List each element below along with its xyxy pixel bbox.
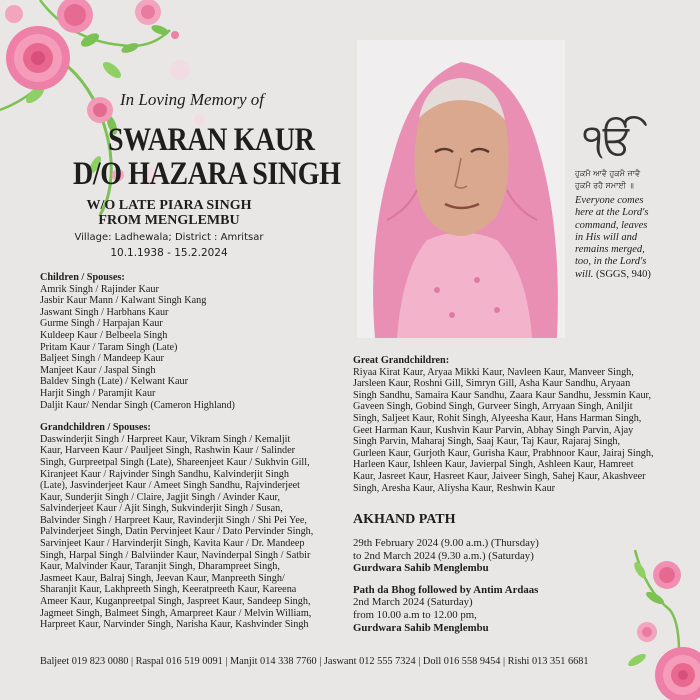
list-item: Amrik Singh / Rajinder Kaur [40, 283, 159, 295]
list-item: Riyaa Kirat Kaur, Aryaa Mikki Kaur, Navleen Kaur, Manveer Singh, [353, 366, 634, 378]
list-item: Gurme Singh / Harpajan Kaur [40, 318, 163, 330]
bhog-heading: Path da Bhog followed by Antim Ardaas [353, 583, 539, 596]
quote-line: here at the Lord's [575, 207, 649, 219]
akhand-path-end: to 2nd March 2024 (9.30 a.m.) (Saturday) [353, 549, 534, 562]
bhog-time: from 10.00 a.m to 12.00 pm, [353, 608, 477, 621]
list-item: Manjeet Kaur / Jaspal Singh [40, 364, 156, 376]
list-item: Sarvinjeet Kaur / Harvinderjit Singh, Kavita Kaur / Dr. Mandeep [40, 538, 305, 550]
deceased-name: SWARAN KAUR [108, 122, 315, 158]
quote-line: too, in the Lord's [575, 256, 647, 268]
quote-line: command, leaves [575, 219, 648, 231]
scripture-translation [575, 195, 687, 281]
bhog-date: 2nd March 2024 (Saturday) [353, 596, 473, 609]
list-item: Kiranjeet Kaur / Rajvinder Singh Sandhu, Kalvinderjit Singh [40, 468, 289, 480]
gurbani-line: ਹੁਕਮੈ ਆਵੈ ਹੁਕਮੈ ਜਾਵੈ [575, 169, 641, 178]
in-loving-memory-heading: In Loving Memory of [120, 90, 265, 109]
list-item: Balvinder Singh / Harpreet Kaur, Ravinderjit Singh / Shi Pei Yee, [40, 514, 307, 526]
list-item: Singh, Harpal Singh / Balviinder Kaur, Navinderpal Singh / Satbir [40, 549, 311, 561]
list-item: Singh, Aresha Kaur, Aliysha Kaur, Reshwin Kaur [353, 482, 556, 494]
list-item: Ameer Kaur, Kuganpreetpal Singh, Jaspreet Kaur, Sandeep Singh, [40, 596, 311, 608]
list-item: Palvinderjeet Singh, Datin Pervinjeet Kaur / Dato Pervinder Singh, [40, 526, 314, 538]
list-item: Kaur, Jasreet Kaur, Hasreet Kaur, Jaiveer Singh, Sahej Kaur, Akashveer [353, 470, 646, 482]
list-item: Singh Sandhu, Samaira Kaur Sandhu, Zaara Kaur Sandhu, Jessmin Kaur, [353, 389, 652, 401]
list-item: Jaswant Singh / Harbhans Kaur [40, 306, 169, 318]
list-item: Harjit Singh / Paramjit Kaur [40, 387, 156, 399]
children-heading: Children / Spouses: [40, 272, 125, 283]
list-item: Kuldeep Kaur / Belbeela Singh [40, 329, 168, 341]
gurbani-verse [575, 168, 685, 192]
list-item: Gaveen Singh, Gobind Singh, Gurveer Singh, Arryaan Singh, Aniljit [353, 401, 633, 413]
ik-onkar-symbol: ੴ [583, 115, 635, 164]
list-item: Singh Parvin, Maharaj Singh, Saaj Kaur, Taj Kaur, Rajaraj Singh, [353, 436, 621, 448]
service-details [353, 537, 683, 634]
gurbani-line: ਹੁਕਮੈ ਰਹੈ ਸਮਾਈ ॥ [575, 181, 634, 190]
akhand-path-start: 29th February 2024 (9.00 a.m.) (Thursday) [353, 537, 539, 549]
grandchildren-heading: Grandchildren / Spouses: [40, 422, 151, 434]
quote-line: remains merged, [575, 244, 645, 256]
akhand-path-venue: Gurdwara Sahib Menglembu [353, 562, 489, 575]
bhog-venue: Gurdwara Sahib Menglembu [353, 621, 489, 634]
list-item: Pritam Kaur / Taram Singh (Late) [40, 341, 178, 353]
list-item: Kaur, Malvinder Kaur, Taranjit Singh, Dharampreet Singh, [40, 561, 280, 573]
family-list-left [40, 272, 340, 631]
list-item: Harpreet Kaur, Narvinder Singh, Narisha Kaur, Kashvinder Singh [40, 619, 309, 631]
great-grandchildren-heading: Great Grandchildren: [353, 355, 450, 366]
list-item: Kaur, Harveen Kaur / Pauljeet Singh, Rashwin Kaur / Salinder [40, 445, 296, 457]
wife-of-line: W/O LATE PIARA SINGH [86, 198, 252, 213]
list-item: Baljeet Singh / Mandeep Kaur [40, 353, 164, 365]
ik-onkar-icon [583, 112, 653, 164]
portrait-photo [357, 40, 565, 338]
list-item: Sharanjit Kaur, Lakhpreeth Singh, Keeratpreeth Kaur, Kareena [40, 584, 297, 596]
list-item: Salvinderjeet Kaur / Ajit Singh, Sukvinderjit Singh / Susan, [40, 503, 283, 515]
list-item: Jarsleen Kaur, Roshni Gill, Simryn Gill, Asha Kaur Sandhu, Aryaan [353, 378, 631, 390]
hometown-line: FROM MENGLEMBU [98, 213, 240, 228]
list-item: Singh, Saljeet Kaur, Rohit Singh, Alyeesha Kaur, Hans Harman Singh, [353, 412, 642, 424]
list-item: Jasmeet Kaur, Balraj Singh, Jeevan Kaur, Manpreeth Singh/ [40, 572, 285, 584]
akhand-path-heading: AKHAND PATH [353, 512, 456, 527]
quote-line: in His will and [575, 231, 638, 243]
quote-line: will. [575, 268, 594, 280]
daughter-of-line: D/O HAZARA SINGH [73, 156, 341, 192]
list-item: (Late), Jasvinderjeet Kaur / Ameet Singh Sandhu, Rajvinderjeet [40, 480, 300, 492]
list-item: Singh, Gurpreetpal Singh (Late), Shareenjeet Kaur / Sukhvin Gill, [40, 456, 310, 468]
list-item: Daljit Kaur/ Nendar Singh (Cameron Highland) [40, 399, 235, 411]
scripture-source: (SGGS, 940) [596, 268, 651, 280]
life-dates: 10.1.1938 - 15.2.2024 [110, 247, 228, 259]
list-item: Daswinderjit Singh / Harpreet Kaur, Vikram Singh / Kemaljit [40, 433, 291, 445]
village-district: Village: Ladhewala; District : Amritsar [74, 232, 264, 243]
list-item: Harleen Kaur, Ishleen Kaur, Javierpal Singh, Ashleen Kaur, Hamreet [353, 459, 634, 471]
list-item: Geet Harman Kaur, Kushvin Kaur Parvin, Abhay Singh Parvin, Ajay [353, 424, 634, 436]
great-grandchildren-list [353, 355, 693, 494]
list-item: Jasbir Kaur Mann / Kalwant Singh Kang [40, 295, 207, 307]
list-item: Baldev Singh (Late) / Kelwant Kaur [40, 376, 188, 388]
list-item: Kaur, Sunderjit Singh / Claire, Jagjit Singh / Avinder Kaur, [40, 491, 281, 503]
contact-numbers: Baljeet 019 823 0080 | Raspal 016 519 0091 | Manjit 014 338 7760 | Jaswant 012 555 7324 | Doll 016 558 9454 | Rishi 013 351 6681 [40, 656, 589, 667]
list-item: Jagmeet Singh, Balmeet Singh, Amarpreet Kaur / Melvin William, [40, 607, 312, 619]
quote-line: Everyone comes [575, 195, 644, 206]
list-item: Gurleen Kaur, Gurjoth Kaur, Gurisha Kaur, Prabhnoor Kaur, Jairaj Singh, [353, 447, 654, 459]
